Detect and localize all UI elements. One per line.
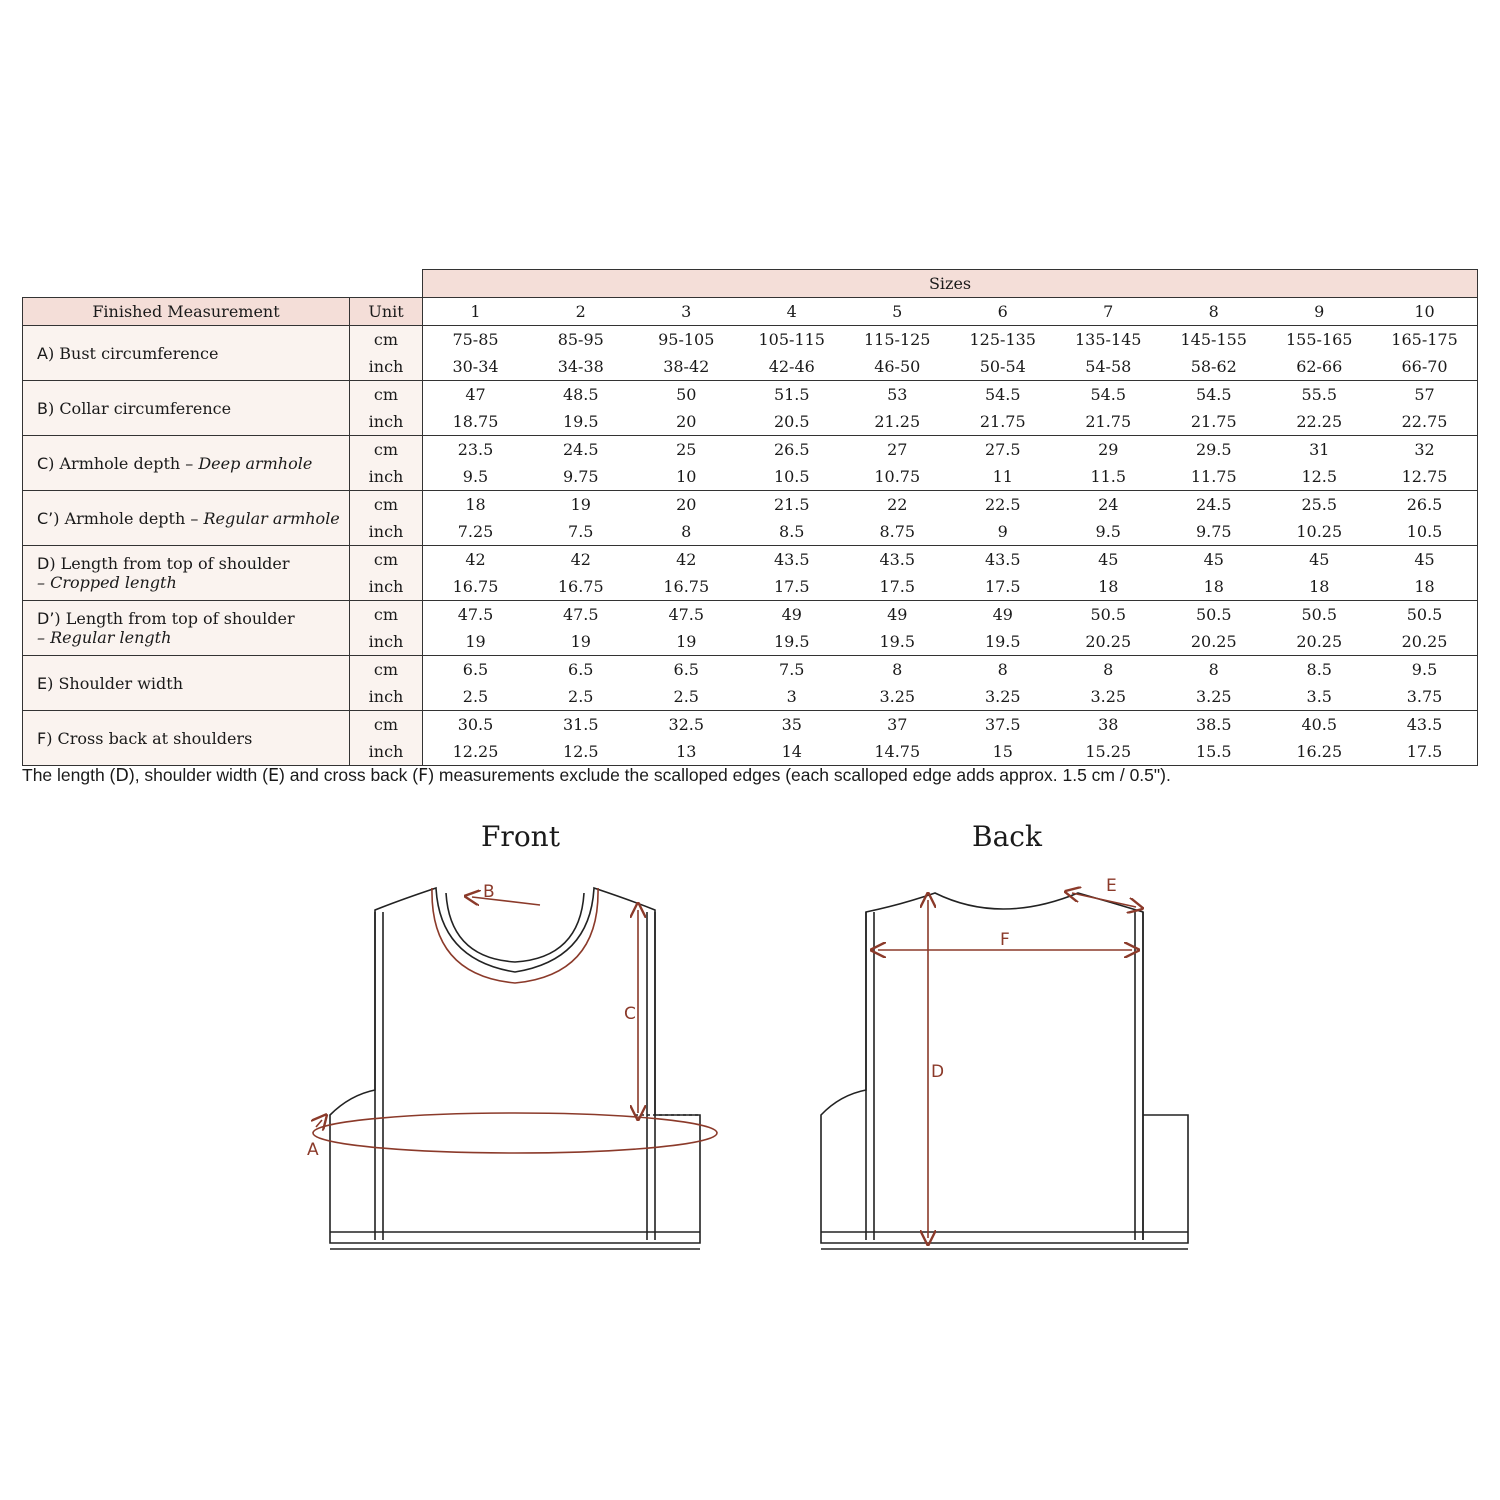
unit-cell: inch [350,573,423,601]
value-cell: 18.75 [423,408,529,436]
label-a: A [307,1140,319,1160]
value-cell: 19.5 [739,628,845,656]
value-cell: 50 [676,385,697,404]
value-cell: 62-66 [1267,353,1373,381]
value-cell: 10.5 [739,463,845,491]
unit-cell: cm [350,546,423,574]
value-cell: 145-155 [1180,330,1247,349]
unit-cell: inch [350,683,423,711]
size-header-6: 6 [950,298,1056,326]
value-cell: 20.5 [739,408,845,436]
value-cell: 31 [1309,440,1330,459]
unit-cell: inch [350,628,423,656]
value-cell: 14 [739,738,845,766]
measurement-label: E) Shoulder width [23,656,350,711]
value-cell: 135-145 [1075,330,1142,349]
value-cell: 9.75 [1161,518,1267,546]
value-cell: 10.25 [1267,518,1373,546]
value-cell: 8 [997,660,1008,679]
value-cell: 9 [950,518,1056,546]
value-cell: 20 [676,495,697,514]
value-cell: 49 [887,605,908,624]
value-cell: 45 [1098,550,1119,569]
value-cell: 155-165 [1286,330,1353,349]
value-cell: 14.75 [845,738,951,766]
back-diagram-title: Back [972,820,1042,853]
value-cell: 12.5 [1267,463,1373,491]
unit-cell: cm [350,491,423,519]
measurement-label: C’) Armhole depth – Regular armhole [23,491,350,546]
value-cell: 29 [1098,440,1119,459]
value-cell: 30-34 [423,353,529,381]
footnote: The length (D), shoulder width (E) and cross back (F) measurements exclude the scalloped edges (each scalloped edge adds approx. 1.5 cm / 0.5"). [22,765,1171,786]
value-cell: 50.5 [1195,605,1232,624]
value-cell: 22 [887,495,908,514]
size-header-1: 1 [423,298,529,326]
value-cell: 19.5 [845,628,951,656]
unit-cell: inch [350,738,423,766]
value-cell: 8 [1208,660,1219,679]
value-cell: 32 [1372,436,1478,464]
value-cell: 42-46 [739,353,845,381]
measurement-label: C) Armhole depth – Deep armhole [23,436,350,491]
value-cell: 15 [950,738,1056,766]
value-cell: 27.5 [984,440,1021,459]
size-header-10: 10 [1372,298,1478,326]
value-cell: 19 [528,628,634,656]
value-cell: 54.5 [1090,385,1127,404]
label-e: E [1106,876,1117,896]
value-cell: 20 [634,408,740,436]
value-cell: 10.75 [845,463,951,491]
value-cell: 47 [465,385,486,404]
value-cell: 11.75 [1161,463,1267,491]
value-cell: 32.5 [668,715,705,734]
value-cell: 20.25 [1056,628,1162,656]
value-cell: 6.5 [462,660,489,679]
value-cell: 8 [634,518,740,546]
value-cell: 11 [950,463,1056,491]
label-b: B [483,882,495,902]
value-cell: 15.25 [1056,738,1162,766]
value-cell: 2.5 [528,683,634,711]
value-cell: 50.5 [1372,601,1478,629]
value-cell: 31.5 [562,715,599,734]
value-cell: 66-70 [1372,353,1478,381]
value-cell: 25 [676,440,697,459]
value-cell: 19 [634,628,740,656]
unit-cell: cm [350,711,423,739]
unit-header: Unit [350,298,423,326]
value-cell: 17.5 [950,573,1056,601]
label-d: D [931,1062,945,1082]
unit-cell: cm [350,656,423,684]
value-cell: 3.75 [1372,683,1478,711]
size-header-5: 5 [845,298,951,326]
value-cell: 51.5 [773,385,810,404]
size-header-2: 2 [528,298,634,326]
value-cell: 8.5 [739,518,845,546]
unit-cell: cm [350,326,423,354]
value-cell: 35 [781,715,802,734]
value-cell: 24.5 [1195,495,1232,514]
value-cell: 8 [1103,660,1114,679]
value-cell: 13 [634,738,740,766]
value-cell: 19.5 [528,408,634,436]
label-c: C [624,1004,636,1024]
value-cell: 9.5 [423,463,529,491]
value-cell: 24.5 [562,440,599,459]
value-cell: 7.25 [423,518,529,546]
value-cell: 25.5 [1301,495,1338,514]
value-cell: 10.5 [1372,518,1478,546]
value-cell: 22.5 [984,495,1021,514]
size-header-9: 9 [1267,298,1373,326]
value-cell: 42 [465,550,486,569]
value-cell: 125-135 [969,330,1036,349]
measurement-label: F) Cross back at shoulders [23,711,350,766]
value-cell: 12.75 [1372,463,1478,491]
value-cell: 85-95 [557,330,604,349]
value-cell: 20.25 [1267,628,1373,656]
value-cell: 2.5 [634,683,740,711]
value-cell: 21.5 [773,495,810,514]
unit-cell: inch [350,408,423,436]
unit-cell: cm [350,436,423,464]
value-cell: 42 [676,550,697,569]
value-cell: 38-42 [634,353,740,381]
value-cell: 10 [634,463,740,491]
value-cell: 8.75 [845,518,951,546]
label-f: F [1000,930,1010,950]
value-cell: 34-38 [528,353,634,381]
value-cell: 19 [423,628,529,656]
value-cell: 9.5 [1056,518,1162,546]
value-cell: 27 [887,440,908,459]
value-cell: 21.75 [1161,408,1267,436]
value-cell: 7.5 [528,518,634,546]
value-cell: 8.5 [1306,660,1332,679]
value-cell: 22.25 [1267,408,1373,436]
value-cell: 6.5 [568,660,594,679]
value-cell: 16.75 [634,573,740,601]
value-cell: 21.75 [1056,408,1162,436]
value-cell: 43.5 [773,550,810,569]
measurement-label: D) Length from top of shoulder – Cropped length [23,546,350,601]
sizes-header: Sizes [423,270,1478,298]
value-cell: 58-62 [1161,353,1267,381]
measurement-label: D’) Length from top of shoulder – Regular length [23,601,350,656]
value-cell: 19 [570,495,591,514]
value-cell: 17.5 [1372,738,1478,766]
value-cell: 22.75 [1372,408,1478,436]
front-measurements [313,888,717,1153]
value-cell: 19.5 [950,628,1056,656]
value-cell: 45 [1203,550,1224,569]
value-cell: 16.25 [1267,738,1373,766]
value-cell: 46-50 [845,353,951,381]
value-cell: 50-54 [950,353,1056,381]
value-cell: 38.5 [1195,715,1232,734]
value-cell: 24 [1098,495,1119,514]
measurement-label: B) Collar circumference [23,381,350,436]
front-vest-drawing [330,888,700,1249]
value-cell: 20.25 [1161,628,1267,656]
value-cell: 18 [465,495,486,514]
unit-cell: cm [350,381,423,409]
value-cell: 54.5 [1195,385,1232,404]
value-cell: 11.5 [1056,463,1162,491]
unit-cell: inch [350,463,423,491]
value-cell: 26.5 [1372,491,1478,519]
value-cell: 18 [1267,573,1373,601]
value-cell: 30.5 [457,715,494,734]
value-cell: 18 [1161,573,1267,601]
value-cell: 43.5 [879,550,916,569]
value-cell: 48.5 [562,385,599,404]
value-cell: 29.5 [1195,440,1232,459]
value-cell: 15.5 [1161,738,1267,766]
size-header-3: 3 [634,298,740,326]
value-cell: 49 [992,605,1013,624]
value-cell: 43.5 [984,550,1021,569]
unit-cell: inch [350,353,423,381]
value-cell: 75-85 [452,330,499,349]
value-cell: 21.75 [950,408,1056,436]
value-cell: 12.25 [423,738,529,766]
unit-cell: cm [350,601,423,629]
measurement-label: A) Bust circumference [23,326,350,381]
value-cell: 2.5 [423,683,529,711]
value-cell: 16.75 [528,573,634,601]
value-cell: 37 [887,715,908,734]
value-cell: 6.5 [673,660,699,679]
value-cell: 9.5 [1372,656,1478,684]
value-cell: 42 [570,550,591,569]
value-cell: 40.5 [1301,715,1338,734]
value-cell: 47.5 [668,605,705,624]
value-cell: 50.5 [1301,605,1338,624]
value-cell: 18 [1372,573,1478,601]
value-cell: 54.5 [984,385,1021,404]
value-cell: 47.5 [562,605,599,624]
value-cell: 26.5 [773,440,810,459]
value-cell: 55.5 [1301,385,1338,404]
value-cell: 57 [1372,381,1478,409]
value-cell: 3.25 [950,683,1056,711]
value-cell: 3.5 [1267,683,1373,711]
value-cell: 53 [887,385,908,404]
value-cell: 12.5 [528,738,634,766]
value-cell: 3.25 [845,683,951,711]
value-cell: 9.75 [528,463,634,491]
value-cell: 21.25 [845,408,951,436]
value-cell: 3 [739,683,845,711]
value-cell: 20.25 [1372,628,1478,656]
value-cell: 8 [892,660,903,679]
value-cell: 7.5 [779,660,805,679]
value-cell: 17.5 [739,573,845,601]
value-cell: 50.5 [1090,605,1127,624]
value-cell: 115-125 [864,330,931,349]
value-cell: 16.75 [423,573,529,601]
value-cell: 18 [1056,573,1162,601]
value-cell: 165-175 [1372,326,1478,354]
value-cell: 95-105 [658,330,715,349]
value-cell: 43.5 [1372,711,1478,739]
value-cell: 38 [1098,715,1119,734]
value-cell: 3.25 [1056,683,1162,711]
value-cell: 105-115 [758,330,825,349]
value-cell: 23.5 [457,440,494,459]
value-cell: 17.5 [845,573,951,601]
measurement-header: Finished Measurement [23,298,350,326]
value-cell: 54-58 [1056,353,1162,381]
front-diagram-title: Front [481,820,560,853]
value-cell: 45 [1309,550,1330,569]
value-cell: 45 [1372,546,1478,574]
value-cell: 49 [781,605,802,624]
value-cell: 37.5 [984,715,1021,734]
size-header-8: 8 [1161,298,1267,326]
value-cell: 47.5 [457,605,494,624]
size-header-7: 7 [1056,298,1162,326]
size-header-4: 4 [739,298,845,326]
unit-cell: inch [350,518,423,546]
value-cell: 3.25 [1161,683,1267,711]
